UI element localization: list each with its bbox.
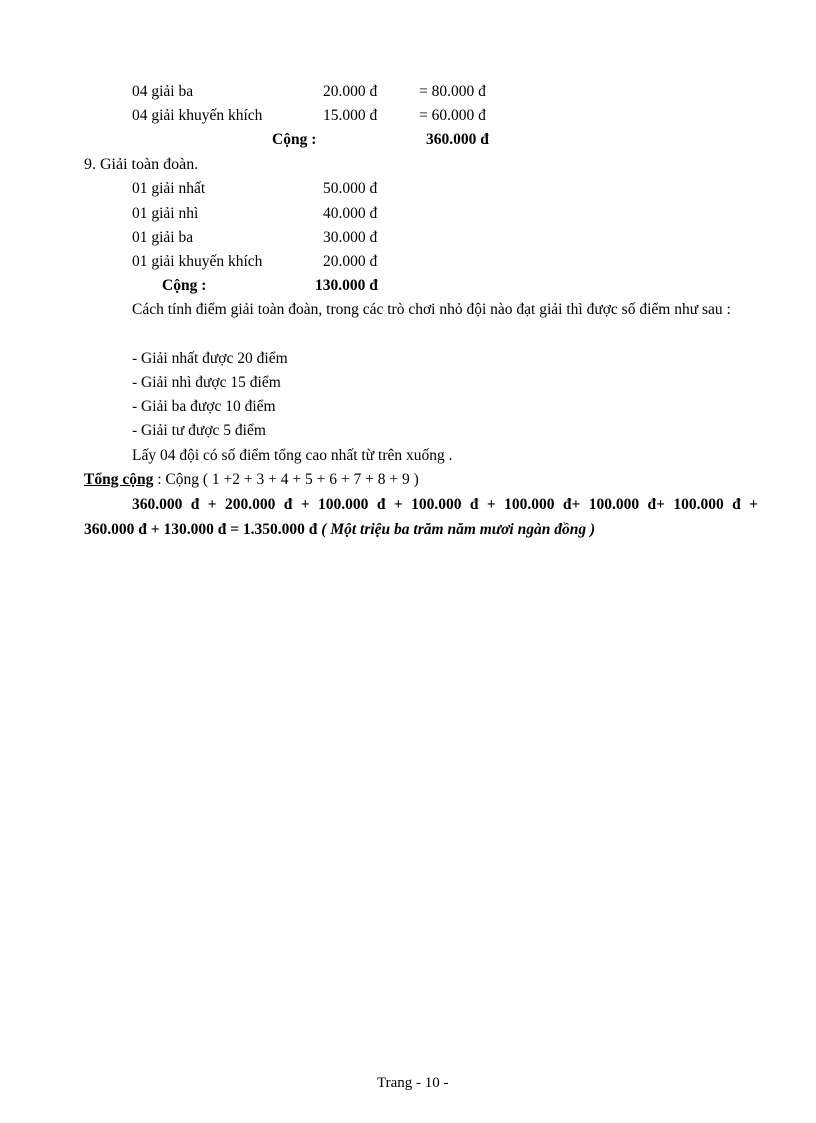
prize-amount: 20.000 đ	[323, 83, 378, 100]
prize-total: = 60.000 đ	[419, 107, 486, 124]
grand-total-sum-line1: 360.000 đ + 200.000 đ + 100.000 đ + 100.000 đ + 100.000 đ+ 100.000 đ+ 100.000 đ +	[132, 496, 758, 513]
scoring-item: - Giải nhì được 15 điểm	[132, 374, 281, 391]
grand-total-sum-line2: 360.000 đ + 130.000 đ = 1.350.000 đ	[84, 521, 318, 538]
subtotal-label: Cộng :	[272, 131, 317, 148]
scoring-intro: Cách tính điểm giải toàn đoàn, trong các trò chơi nhỏ đội nào đạt giải thì được số điểm như sau :	[132, 301, 731, 318]
prize-label: 04 giải khuyến khích	[132, 107, 263, 124]
scoring-item: - Giải tư được 5 điểm	[132, 422, 266, 439]
grand-total-row	[84, 470, 419, 490]
subtotal-value: 130.000 đ	[315, 277, 378, 294]
subtotal-value: 360.000 đ	[426, 131, 489, 148]
team-prize-label: 01 giải nhì	[132, 205, 199, 222]
grand-total-label: Tổng cộng	[84, 471, 154, 488]
prize-label: 04 giải ba	[132, 83, 194, 100]
team-prize-amount: 30.000 đ	[323, 229, 378, 246]
team-prize-label: 01 giải ba	[132, 229, 194, 246]
scoring-item: - Giải nhất được 20 điểm	[132, 350, 288, 367]
team-prize-amount: 20.000 đ	[323, 253, 378, 270]
grand-total-row2	[84, 520, 595, 540]
team-prize-amount: 50.000 đ	[323, 180, 378, 197]
grand-total-formula: : Cộng ( 1 +2 + 3 + 4 + 5 + 6 + 7 + 8 + 9 )	[153, 471, 419, 488]
section-heading: 9. Giải toàn đoàn.	[84, 156, 199, 173]
grand-total-in-words: ( Một triệu ba trăm năm mươi ngàn đồng )	[321, 521, 596, 538]
subtotal-label: Cộng :	[162, 277, 207, 294]
team-prize-label: 01 giải nhất	[132, 180, 206, 197]
prize-total: = 80.000 đ	[419, 83, 486, 100]
ranking-note: Lấy 04 đội có số điểm tổng cao nhất từ trên xuống .	[132, 447, 453, 464]
team-prize-label: 01 giải khuyến khích	[132, 253, 263, 270]
scoring-item: - Giải ba được 10 điểm	[132, 398, 276, 415]
team-prize-amount: 40.000 đ	[323, 205, 378, 222]
page-number: Trang - 10 -	[377, 1075, 449, 1091]
prize-amount: 15.000 đ	[323, 107, 378, 124]
